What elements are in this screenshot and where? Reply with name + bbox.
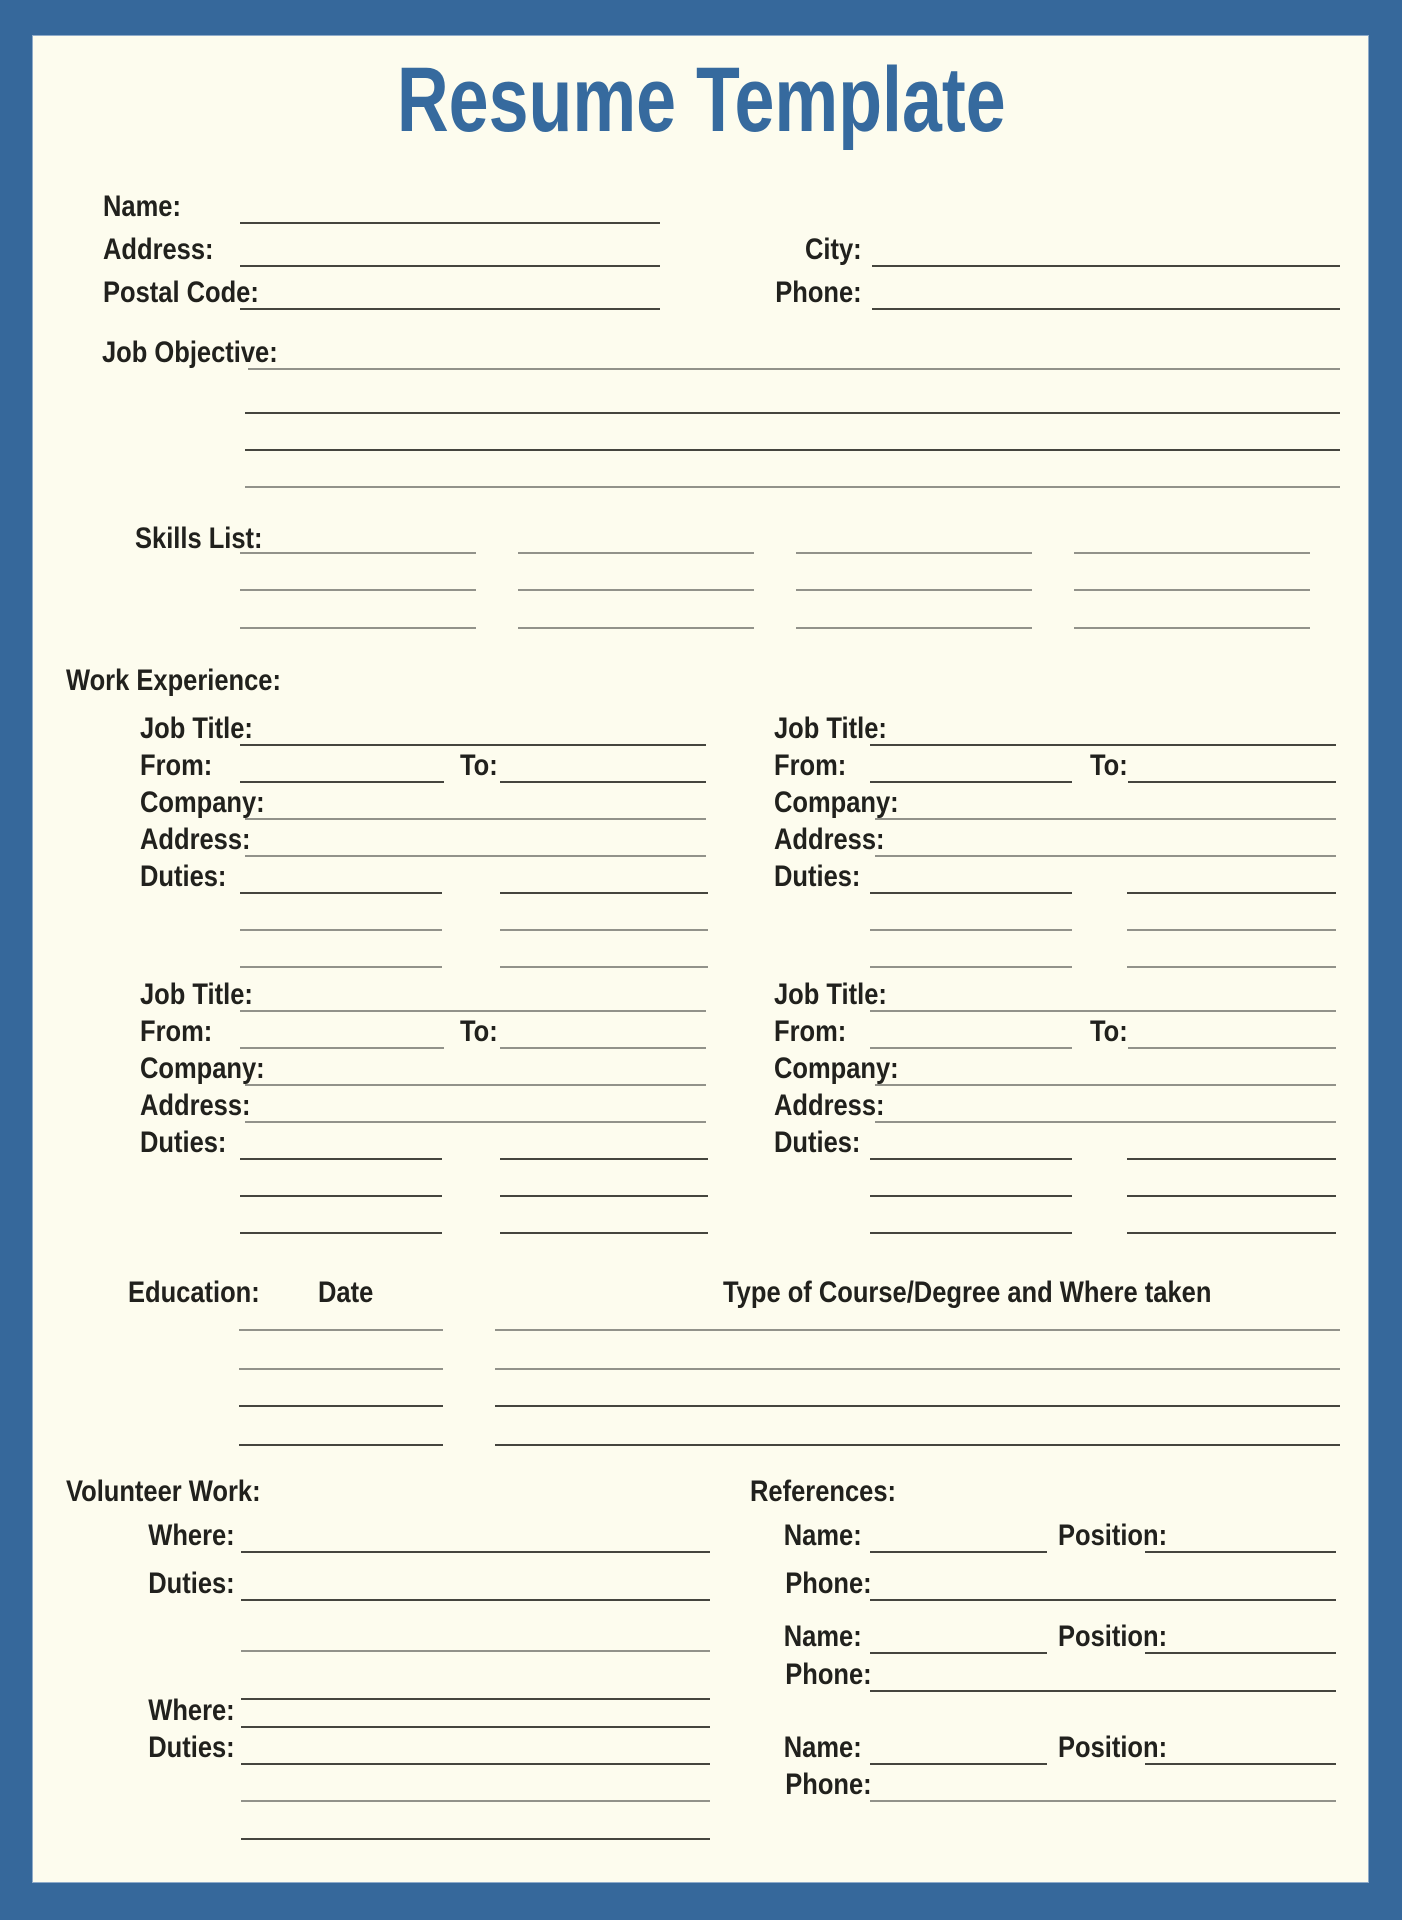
reference-position-label: Position:: [1058, 1620, 1168, 1653]
reference-position-line[interactable]: [1145, 1551, 1336, 1553]
volunteer-duties-line[interactable]: [241, 1698, 710, 1700]
duty-line[interactable]: [870, 892, 1072, 894]
education-type-header: Type of Course/Degree and Where taken: [723, 1276, 1212, 1309]
job-title-input-line[interactable]: [870, 1010, 1336, 1012]
duties-label: Duties:: [140, 860, 227, 893]
name-input-line[interactable]: [240, 222, 660, 224]
volunteer-duties-line[interactable]: [241, 1650, 710, 1652]
reference-name-line[interactable]: [870, 1652, 1047, 1654]
volunteer-where-line[interactable]: [241, 1551, 710, 1553]
address-label: Address:: [774, 823, 885, 856]
duty-line[interactable]: [240, 892, 442, 894]
company-label: Company:: [140, 1052, 265, 1085]
company-label: Company:: [140, 786, 265, 819]
education-date-line[interactable]: [239, 1444, 443, 1446]
reference-phone-label: Phone:: [785, 1768, 872, 1801]
to-input-line[interactable]: [500, 781, 706, 783]
company-input-line[interactable]: [875, 818, 1336, 820]
job-objective-line-1[interactable]: [248, 368, 1340, 370]
job-title-input-line[interactable]: [870, 744, 1336, 746]
duty-line[interactable]: [870, 929, 1072, 931]
volunteer-duties-label: Duties:: [148, 1567, 235, 1600]
education-date-line[interactable]: [239, 1368, 443, 1370]
volunteer-work-label: Volunteer Work:: [66, 1475, 261, 1508]
job-objective-line-4[interactable]: [245, 486, 1340, 488]
job-objective-label: Job Objective:: [102, 336, 278, 369]
duty-line[interactable]: [500, 1195, 708, 1197]
reference-position-label: Position:: [1058, 1731, 1168, 1764]
job-title-label: Job Title:: [140, 978, 253, 1011]
city-label: City:: [805, 233, 862, 266]
duties-label: Duties:: [774, 860, 861, 893]
to-label: To:: [1090, 749, 1128, 782]
volunteer-where-label: Where:: [148, 1519, 235, 1552]
reference-name-label: Name:: [784, 1620, 862, 1653]
company-input-line[interactable]: [875, 1084, 1336, 1086]
skill-line[interactable]: [1074, 627, 1310, 629]
skill-line[interactable]: [796, 552, 1032, 554]
job-title-label: Job Title:: [140, 712, 253, 745]
job-title-label: Job Title:: [774, 712, 887, 745]
volunteer-duties-line[interactable]: [241, 1800, 710, 1802]
job-objective-line-3[interactable]: [245, 449, 1340, 451]
phone-input-line[interactable]: [872, 308, 1340, 310]
duty-line[interactable]: [500, 1158, 708, 1160]
phone-label: Phone:: [775, 276, 862, 309]
job-title-label: Job Title:: [774, 978, 887, 1011]
company-input-line[interactable]: [245, 1084, 706, 1086]
reference-position-label: Position:: [1058, 1519, 1168, 1552]
reference-name-line[interactable]: [870, 1763, 1047, 1765]
duties-label: Duties:: [774, 1126, 861, 1159]
from-input-line[interactable]: [240, 781, 444, 783]
reference-phone-label: Phone:: [785, 1658, 872, 1691]
duty-line[interactable]: [240, 966, 442, 968]
education-date-line[interactable]: [239, 1329, 443, 1331]
from-label: From:: [140, 749, 213, 782]
work-experience-label: Work Experience:: [66, 664, 281, 697]
volunteer-duties-line[interactable]: [241, 1763, 710, 1765]
from-label: From:: [140, 1015, 213, 1048]
duty-line[interactable]: [500, 966, 708, 968]
skill-line[interactable]: [1074, 589, 1310, 591]
education-type-line[interactable]: [495, 1368, 1340, 1370]
postal-code-input-line[interactable]: [240, 308, 660, 310]
education-label: Education:: [128, 1276, 260, 1309]
duties-label: Duties:: [140, 1126, 227, 1159]
from-input-line[interactable]: [870, 1047, 1072, 1049]
reference-position-line[interactable]: [1145, 1763, 1336, 1765]
from-label: From:: [774, 749, 847, 782]
reference-name-line[interactable]: [870, 1551, 1047, 1553]
duty-line[interactable]: [240, 929, 442, 931]
job-title-input-line[interactable]: [240, 1010, 706, 1012]
skill-line[interactable]: [240, 589, 476, 591]
reference-name-label: Name:: [784, 1519, 862, 1552]
company-input-line[interactable]: [245, 818, 706, 820]
volunteer-duties-label: Duties:: [148, 1731, 235, 1764]
address-label: Address:: [103, 233, 214, 266]
from-input-line[interactable]: [870, 781, 1072, 783]
paper-sheet: [33, 36, 1368, 1882]
skill-line[interactable]: [796, 589, 1032, 591]
reference-position-line[interactable]: [1145, 1652, 1336, 1654]
duty-line[interactable]: [1127, 966, 1336, 968]
to-label: To:: [460, 1015, 498, 1048]
skills-list-label: Skills List:: [135, 522, 263, 555]
reference-phone-line[interactable]: [870, 1599, 1336, 1601]
duty-line[interactable]: [1127, 1232, 1336, 1234]
job-title-input-line[interactable]: [240, 744, 706, 746]
postal-code-label: Postal Code:: [103, 276, 259, 309]
to-label: To:: [1090, 1015, 1128, 1048]
reference-phone-line[interactable]: [870, 1690, 1336, 1692]
to-input-line[interactable]: [1128, 1047, 1336, 1049]
duty-line[interactable]: [500, 929, 708, 931]
skill-line[interactable]: [1074, 552, 1310, 554]
reference-name-label: Name:: [784, 1731, 862, 1764]
duty-line[interactable]: [1127, 1158, 1336, 1160]
skill-line[interactable]: [240, 627, 476, 629]
from-input-line[interactable]: [240, 1047, 444, 1049]
duty-line[interactable]: [500, 892, 708, 894]
education-type-line[interactable]: [495, 1405, 1340, 1407]
address-input-line[interactable]: [875, 1121, 1336, 1123]
duty-line[interactable]: [500, 1232, 708, 1234]
skill-line[interactable]: [240, 552, 476, 554]
duty-line[interactable]: [1127, 892, 1336, 894]
reference-phone-line[interactable]: [870, 1800, 1336, 1802]
name-label: Name:: [103, 190, 181, 223]
skill-line[interactable]: [796, 627, 1032, 629]
job-objective-line-2[interactable]: [245, 412, 1340, 414]
address-input-line[interactable]: [245, 1121, 706, 1123]
references-label: References:: [750, 1475, 897, 1508]
address-label: Address:: [140, 823, 251, 856]
duty-line[interactable]: [240, 1232, 442, 1234]
from-label: From:: [774, 1015, 847, 1048]
volunteer-duties-line[interactable]: [241, 1838, 710, 1840]
education-date-line[interactable]: [239, 1405, 443, 1407]
address-input-line[interactable]: [245, 855, 706, 857]
to-input-line[interactable]: [1128, 781, 1336, 783]
address-label: Address:: [774, 1089, 885, 1122]
duty-line[interactable]: [870, 1195, 1072, 1197]
reference-phone-label: Phone:: [785, 1567, 872, 1600]
skill-line[interactable]: [518, 627, 754, 629]
company-label: Company:: [774, 786, 899, 819]
company-label: Company:: [774, 1052, 899, 1085]
duty-line[interactable]: [240, 1195, 442, 1197]
volunteer-where-line[interactable]: [241, 1726, 710, 1728]
duty-line[interactable]: [1127, 1195, 1336, 1197]
education-type-line[interactable]: [495, 1444, 1340, 1446]
to-label: To:: [460, 749, 498, 782]
skill-line[interactable]: [518, 589, 754, 591]
city-input-line[interactable]: [872, 265, 1340, 267]
page-title: Resume Template: [396, 49, 1006, 151]
address-input-line[interactable]: [240, 265, 660, 267]
duty-line[interactable]: [870, 966, 1072, 968]
education-date-header: Date: [318, 1276, 374, 1309]
volunteer-where-label: Where:: [148, 1694, 235, 1727]
to-input-line[interactable]: [500, 1047, 706, 1049]
address-label: Address:: [140, 1089, 251, 1122]
skill-line[interactable]: [518, 552, 754, 554]
education-type-line[interactable]: [495, 1329, 1340, 1331]
duty-line[interactable]: [240, 1158, 442, 1160]
volunteer-duties-line[interactable]: [241, 1599, 710, 1601]
duty-line[interactable]: [1127, 929, 1336, 931]
duty-line[interactable]: [870, 1232, 1072, 1234]
address-input-line[interactable]: [875, 855, 1336, 857]
duty-line[interactable]: [870, 1158, 1072, 1160]
